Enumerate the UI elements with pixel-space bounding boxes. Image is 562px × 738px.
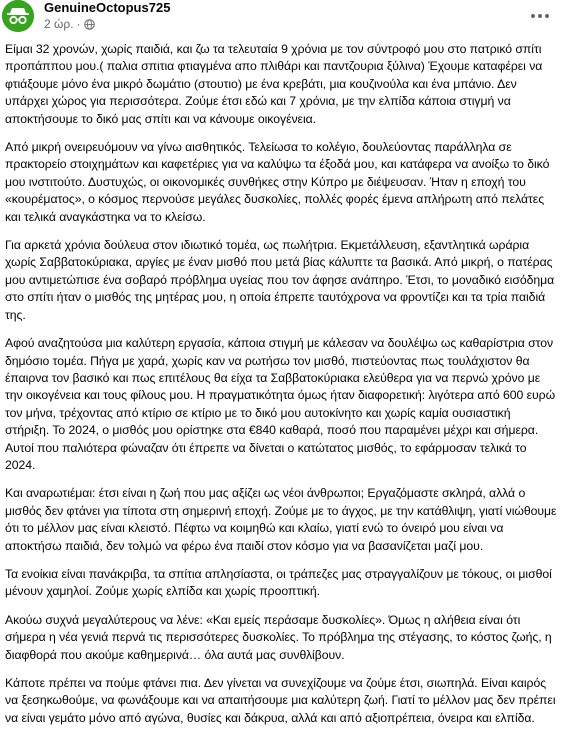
post-paragraph: Ακούω συχνά μεγαλύτερους να λένε: «Και εμείς περάσαμε δυσκολίες». Όμως η αλήθεια είναι ότι σήμερα η νέα γενιά περνά τις περισσότερες δυσκολίες. Το πρόβλημα της στέγασης, το κόστος ζωής, η διαφθορά που ακούμε καθημερινά… όλα αυτά μας συνθλίβουν. — [5, 612, 552, 662]
post-timestamp[interactable]: 2 ώρ. — [44, 17, 74, 31]
post-author-name[interactable]: GenuineOctopus725 — [44, 0, 171, 15]
post-paragraph: Τα ενοίκια είναι πανάκριβα, τα σπίτια απλησίαστα, οι τράπεζες μας στραγγαλίζουν με τόκους, οι μισθοί μένουν χαμηλοί. Ζούμε χωρίς ελπίδα και χωρίς προοπτική. — [5, 566, 552, 599]
post-paragraph: Αφού αναζητούσα μια καλύτερη εργασία, κάποια στιγμή με κάλεσαν να δουλέψω ως καθαρίστρια στον δημόσιο τομέα. Πήγα με χαρά, χωρίς καν να ρωτήσω τον μισθό, πιστεύοντας πως τουλάχιστον θα έπαιρνα τον βασικό και πως επιτέλους θα είχα τα Σαββατοκύριακα ελεύθερα για να περνώ χρόνο με την οικογένεια και τους φίλους μου. Η πραγματικότητα όμως ήταν διαφορετική: λιγότερα από 600 ευρώ τον μήνα, τρέχοντας από κτίριο σε κτίριο με το δικό μου αυτοκίνητο και χωρίς καμία ουσιαστική στήριξη. Το 2024, ο μισθός μου ορίστηκε στα €840 καθαρά, ποσό που παραμένει μέχρι και σήμερα. Αυτοί που παλιότερα φώναζαν ότι έπρεπε να δίνεται ο κατώτατος μισθός, το εφάρμοσαν τελικά το 2024. — [5, 336, 556, 472]
post-paragraph: Από μικρή ονειρευόμουν να γίνω αισθητικός. Τελείωσα το κολέγιο, δουλεύοντας παράλληλα σε πρακτορείο στοιχημάτων και καφετέριες για να καλύψω τα έξοδά μου, και κατάφερα να ανοίξω το δικό μου ινστιτούτο. Δυστυχώς, οι οικονομικές συνθήκες στην Κύπρο με διέψευσαν. Ήταν η εποχή του «κουρέματος», ο κόσμος περνούσε μεγάλες δυσκολίες, πολλές φορές έμενα απλήρωτη από πελάτες και τελικά αναγκάστηκα να το κλείσω. — [5, 140, 550, 224]
more-options-icon[interactable] — [526, 6, 554, 26]
post-paragraph: Είμαι 32 χρονών, χωρίς παιδιά, και ζω τα τελευταία 9 χρόνια με τον σύντροφό μου στο πατρικό σπίτι προπάππου μου.( παλια σπιτια φτιαγμένα απο πλιθάρι και παντζουρια ξύλινα) Έχουμε καταφέρει να φτιάξουμε μόνο ένα μικρό δωμάτιο (στουτιο) με ένα κρεβάτι, μια κουζινούλα και ένα μπάνιο. Δεν υπάρχει χώρος για περισσότερα. Ζούμε έτσι εδώ και 7 χρόνια, με την ελπίδα κάποια στιγμή να αποκτήσουμε το δικό μας σπίτι και να κάνουμε οικογένεια. — [5, 42, 543, 126]
meta-separator: · — [76, 17, 81, 31]
globe-icon — [84, 18, 95, 30]
post-text — [5, 41, 558, 738]
post-paragraph: Και αναρωτιέμαι: έτσι είναι η ζωή που μας αξίζει ως νέοι άνθρωποι; Εργαζόμαστε σκληρά, αλλά ο μισθός δεν φτάνει για τίποτα στη σημερινή εποχή. Ζούμε με το άγχος, με την κατάθλιψη, γιατί νιώθουμε ότι το μέλλον μας είναι κλειστό. Πέφτω να κοιμηθώ και κλαίω, γιατί ενώ το όνειρό μου είναι να αποκτήσω παιδιά, δεν τολμώ να φέρω ένα παιδί στον κόσμο για να βασανίζεται μαζί μου. — [5, 486, 557, 553]
post-paragraph: Για αρκετά χρόνια δούλευα στον ιδιωτικό τομέα, ως πωλήτρια. Εκμετάλλευση, εξαντλητικά ωράρια χωρίς Σαββατοκύριακα, αργίες με έναν μισθό που μετά βίας κάλυπτε τα βασικά. Από μικρή, ο πατέρας μου αντιμετώπισε ένα σοβαρό πρόβλημα υγείας που τον άφησε ανάπηρο. Έτσι, το μοναδικό εισόδημα στο σπίτι ήταν ο μισθός της μητέρας μου, η οποία έπρεπε ταυτόχρονα να φροντίζει και τα τρία παιδιά της. — [5, 238, 555, 322]
post-meta — [44, 17, 95, 31]
post-paragraph: Κάποτε πρέπει να πούμε φτάνει πια. Δεν γίνεται να συνεχίζουμε να ζούμε έτσι, σιωπηλά. Είναι καιρός να ξεσηκωθούμε, να φωνάξουμε και να απαιτήσουμε μια καλύτερη ζωή. Γιατί το μέλλον μας δεν πρέπει να είναι γεμάτο μόνο από αγώνα, θυσίες και δάκρυα, αλλά και από αξιοπρέπεια, όνειρα και ελπίδα. — [5, 676, 556, 725]
anonymous-avatar-icon[interactable] — [2, 0, 34, 32]
post-header — [0, 0, 562, 36]
